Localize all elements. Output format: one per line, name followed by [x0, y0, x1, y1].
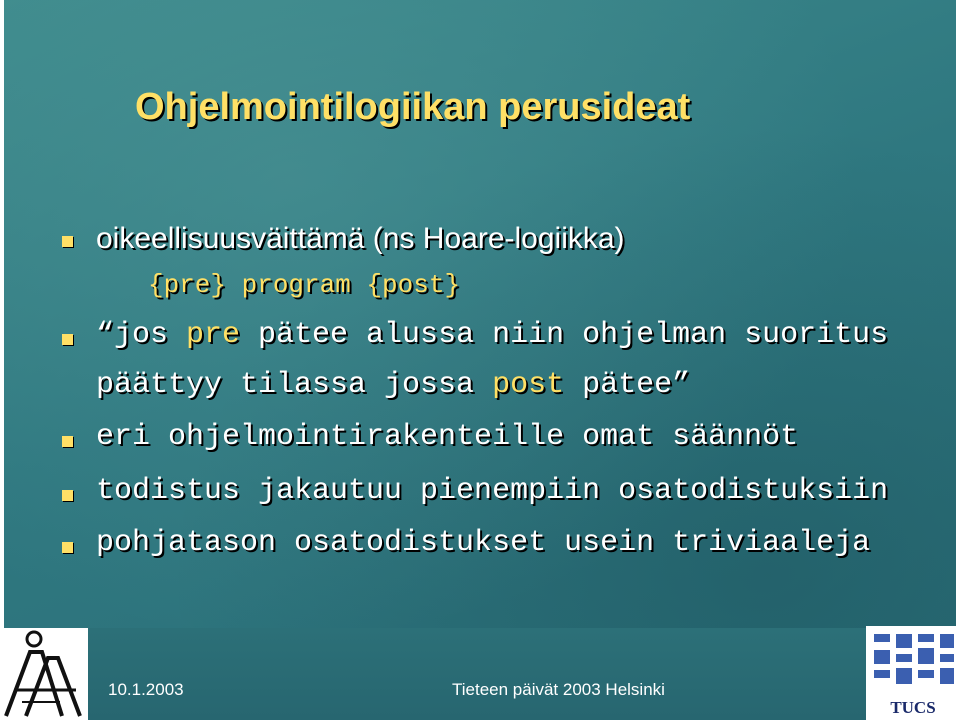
bullet-icon — [62, 542, 73, 553]
bullet-text-1: oikeellisuusväittämä (ns Hoare-logiikka) — [96, 222, 625, 255]
aa-logo-icon — [0, 628, 88, 720]
footer-date: 10.1.2003 — [108, 680, 184, 699]
text-part: “jos — [96, 318, 187, 352]
slide-title: Ohjelmointilogiikan perusideat — [135, 86, 691, 128]
bullet-text-4: todistus jakautuu pienempiin osatodistuksiin — [96, 474, 889, 508]
footer-band — [0, 628, 960, 720]
text-part: pätee” — [564, 368, 691, 402]
bullet-icon — [62, 334, 73, 345]
tucs-grid-icon — [866, 626, 960, 698]
bullet-icon — [62, 236, 73, 247]
bullet-icon — [62, 436, 73, 447]
highlight-pre: pre — [186, 318, 241, 352]
bullet-icon — [62, 490, 73, 501]
tucs-logo — [866, 626, 960, 720]
sub-text-hoare-triple: {pre} program {post} — [148, 270, 461, 300]
bullet-text-2-continued — [96, 368, 690, 402]
highlight-post: post — [492, 368, 565, 402]
bullet-text-5: pohjatason osatodistukset usein triviaaleja — [96, 526, 871, 560]
tucs-label: TUCS — [890, 698, 936, 717]
footer-event: Tieteen päivät 2003 Helsinki — [452, 680, 665, 699]
text-part: pätee alussa niin ohjelman suoritus — [240, 318, 889, 352]
bullet-text-3: eri ohjelmointirakenteille omat säännöt — [96, 420, 799, 454]
text-part: päättyy tilassa jossa — [96, 368, 493, 402]
bullet-text-2 — [96, 318, 888, 352]
aa-monogram-logo — [0, 628, 88, 720]
